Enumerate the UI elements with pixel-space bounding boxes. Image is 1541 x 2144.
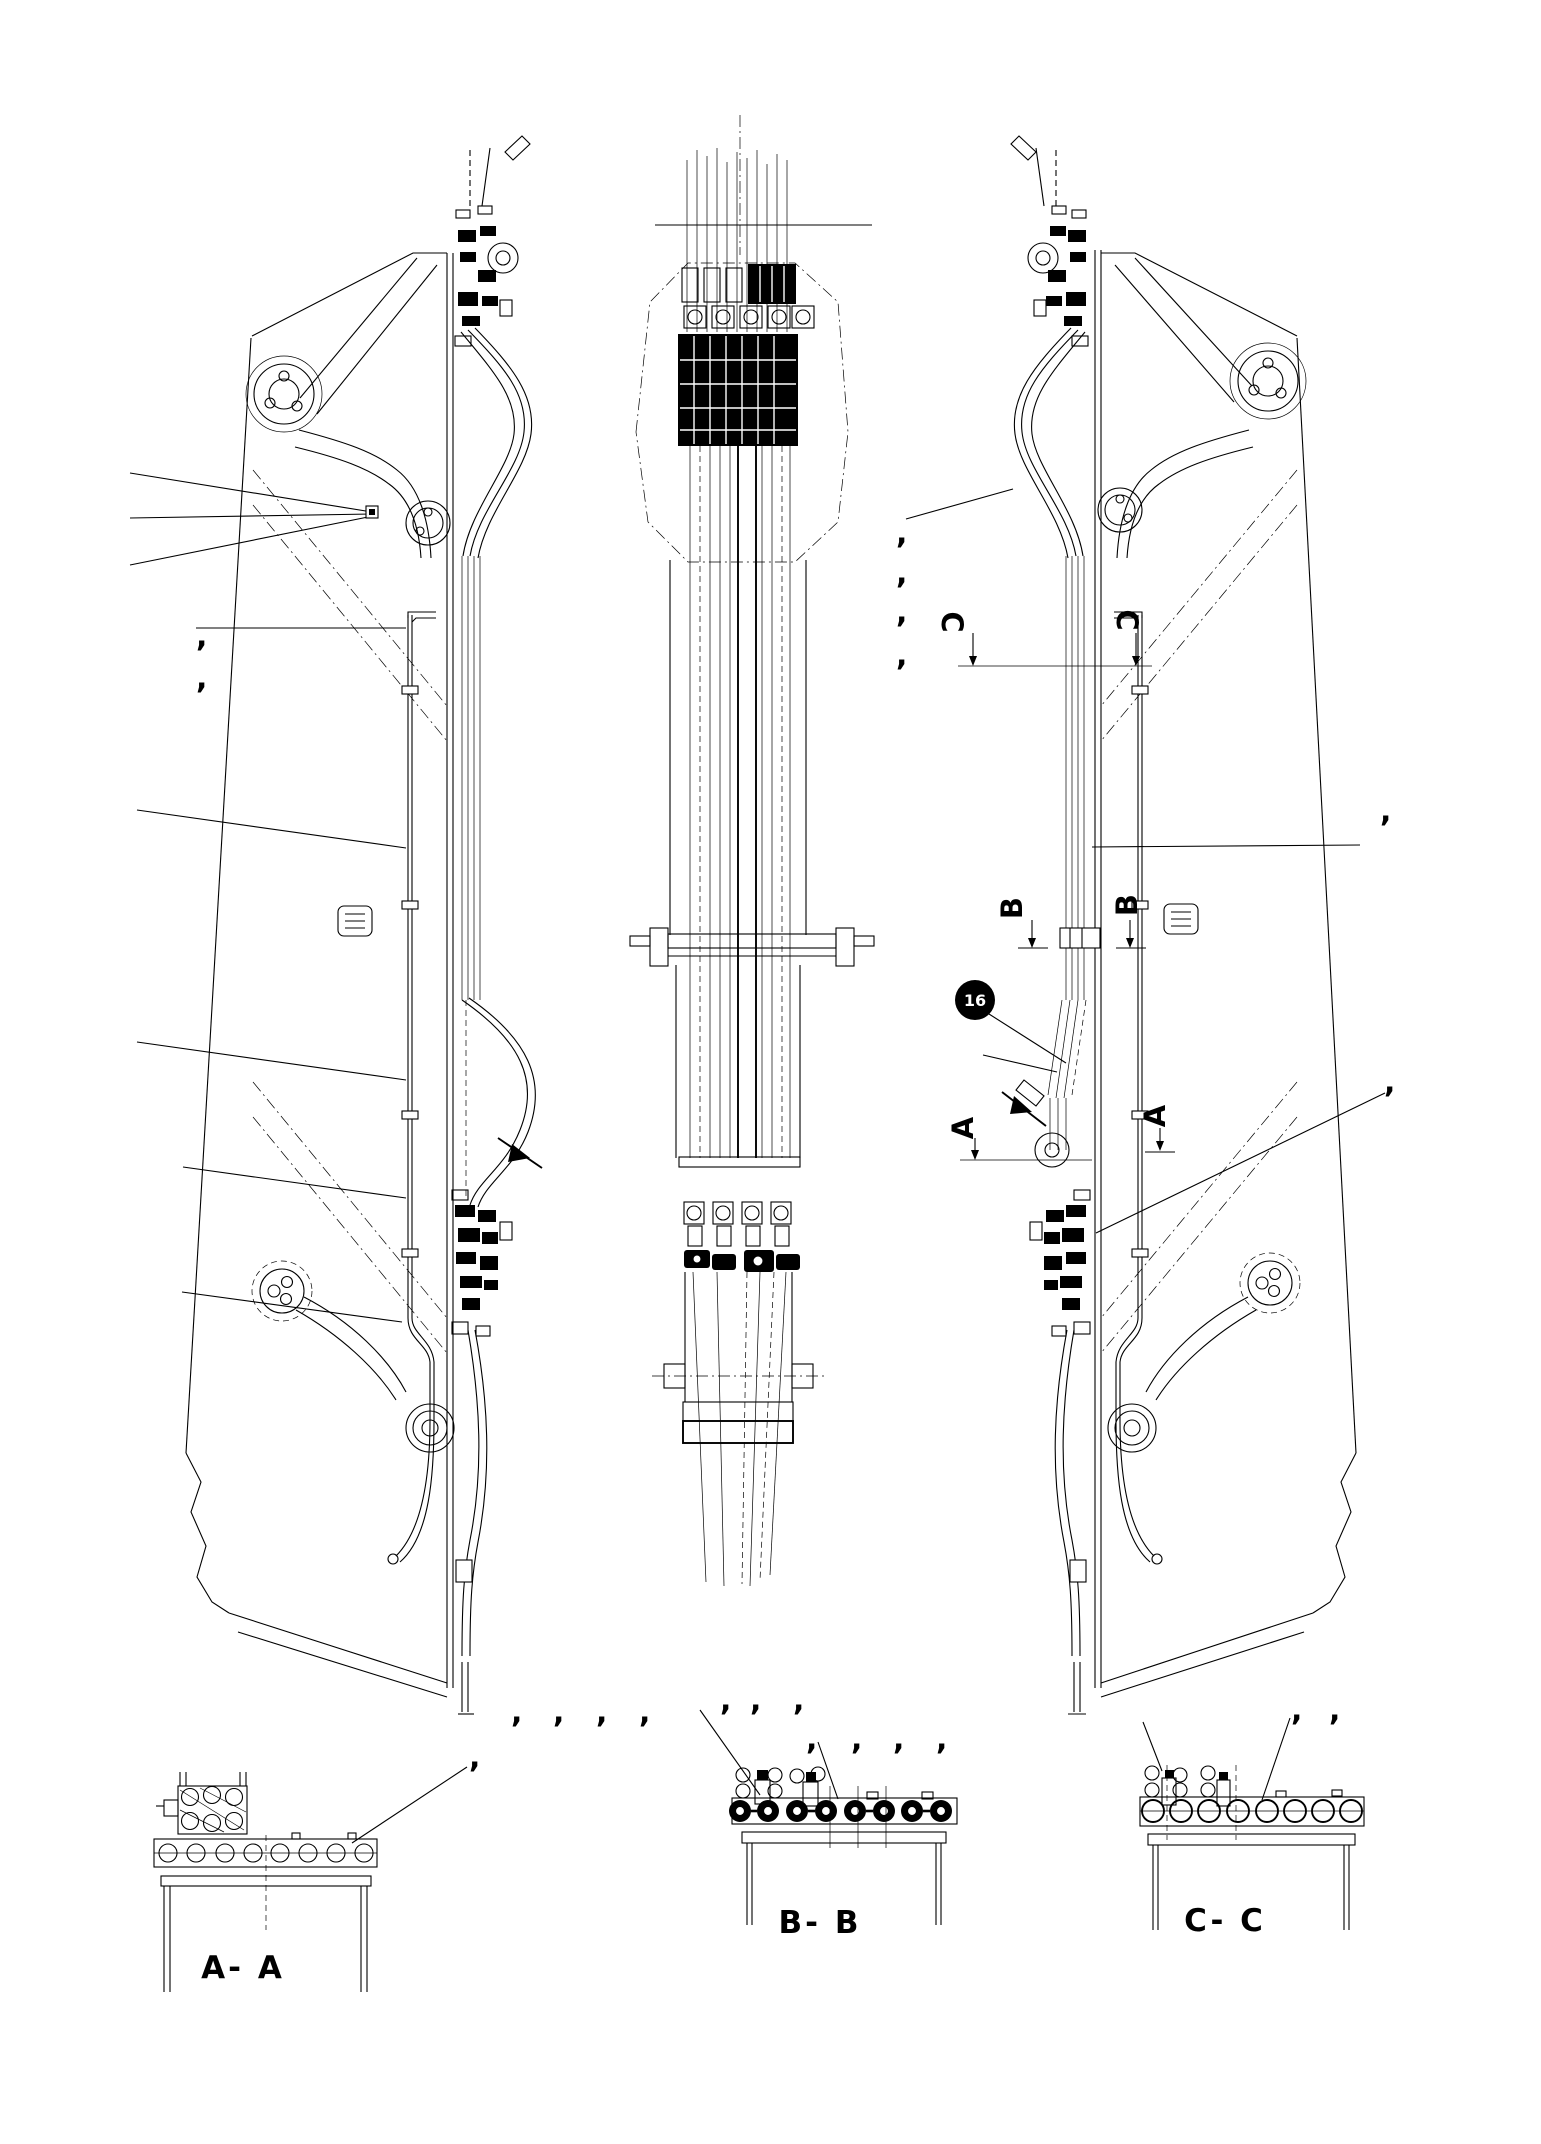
hose-clamp-symbol bbox=[338, 906, 372, 936]
upper-pivot-boss bbox=[246, 356, 322, 432]
hose-clamp-symbol bbox=[1164, 904, 1198, 934]
section-view-b-b bbox=[700, 1710, 957, 1941]
redaction-comma: , bbox=[196, 661, 208, 696]
section-letter-b-left: B bbox=[995, 896, 1029, 920]
redaction-comma: , bbox=[469, 1740, 481, 1775]
valve-block bbox=[156, 1772, 247, 1834]
redaction-comma: , bbox=[896, 595, 908, 630]
redaction-comma: , bbox=[896, 516, 908, 551]
cylinder-flange bbox=[630, 928, 874, 966]
leader-lines-left bbox=[130, 473, 406, 1322]
lower-pivot-boss bbox=[252, 1261, 312, 1321]
grease-pipe bbox=[388, 612, 436, 1564]
redaction-comma: , bbox=[511, 1695, 523, 1730]
hose-clamp-bar bbox=[154, 1833, 377, 1867]
redaction-comma: , bbox=[750, 1683, 762, 1718]
mid-tube-bundle bbox=[670, 446, 806, 1158]
section-letter-b-right: B bbox=[1110, 893, 1144, 917]
section-cut-a bbox=[946, 1104, 1175, 1160]
banjo-fitting-row bbox=[684, 1202, 800, 1272]
hose-bundle-left bbox=[452, 136, 542, 1714]
fitting-cluster-top bbox=[678, 334, 798, 446]
upper-link-boss bbox=[1098, 488, 1142, 532]
badge-number: 16 bbox=[963, 991, 987, 1010]
section-cut-c bbox=[935, 609, 1152, 666]
redaction-comma: , bbox=[793, 1683, 805, 1718]
section-view-a-a bbox=[154, 1767, 467, 1992]
leader-line bbox=[352, 1767, 467, 1843]
redaction-comma: , bbox=[1384, 1065, 1396, 1100]
redaction-comma: , bbox=[806, 1722, 818, 1757]
redaction-comma: , bbox=[1291, 1693, 1303, 1728]
redaction-comma: , bbox=[936, 1722, 948, 1757]
clamped-hoses bbox=[729, 1800, 952, 1822]
lower-link-boss bbox=[1108, 1404, 1156, 1452]
leader-line bbox=[1262, 1718, 1290, 1800]
leader-line bbox=[1143, 1722, 1162, 1771]
hose-bundle-right bbox=[1002, 136, 1090, 1714]
section-letter-a-left: A bbox=[946, 1116, 980, 1140]
part-badge-16[interactable] bbox=[955, 980, 995, 1020]
leader-line bbox=[818, 1742, 838, 1799]
break-line bbox=[186, 1453, 229, 1613]
top-hose-bundle bbox=[687, 148, 787, 332]
redaction-comma: , bbox=[896, 638, 908, 673]
section-view-c-c bbox=[1140, 1718, 1364, 1939]
redaction-comma: , bbox=[196, 619, 208, 654]
boom-side-view-right bbox=[906, 136, 1385, 1714]
redaction-comma: , bbox=[720, 1683, 732, 1718]
fitting-row bbox=[684, 306, 814, 328]
section-cut-b bbox=[995, 894, 1146, 948]
upper-pivot-boss bbox=[1230, 343, 1306, 419]
boom-side-view-left bbox=[130, 136, 542, 1714]
upper-link-boss bbox=[406, 501, 450, 545]
hose-clamp-bar bbox=[729, 1786, 957, 1848]
redaction-comma: , bbox=[639, 1695, 651, 1730]
redaction-comma: , bbox=[851, 1722, 863, 1757]
redaction-comma: , bbox=[1329, 1693, 1341, 1728]
redaction-comma: , bbox=[1380, 794, 1392, 829]
boom-front-view bbox=[630, 115, 874, 1586]
redaction-comma: , bbox=[893, 1722, 905, 1757]
redaction-comma: , bbox=[553, 1695, 565, 1730]
lower-pivot-boss bbox=[1240, 1253, 1300, 1313]
break-line bbox=[1313, 1453, 1356, 1613]
bottom-hose-fan bbox=[693, 1272, 786, 1586]
redaction-comma: , bbox=[596, 1695, 608, 1730]
section-letter-c-right: C bbox=[1110, 609, 1144, 631]
top-fittings bbox=[1145, 1766, 1342, 1806]
redacted-part-numbers bbox=[196, 516, 1395, 1775]
redaction-comma: , bbox=[896, 556, 908, 591]
section-letter-c-left: C bbox=[935, 611, 969, 633]
section-label-a-a: A- A bbox=[201, 1950, 285, 1986]
lower-clamp-bar bbox=[679, 1157, 800, 1167]
section-label-c-c: C- C bbox=[1184, 1903, 1266, 1939]
section-letter-a-right: A bbox=[1138, 1104, 1172, 1128]
leader-line bbox=[700, 1710, 760, 1795]
top-fittings bbox=[736, 1767, 933, 1806]
section-label-b-b: B- B bbox=[778, 1905, 862, 1941]
lower-bracket bbox=[652, 1272, 824, 1443]
